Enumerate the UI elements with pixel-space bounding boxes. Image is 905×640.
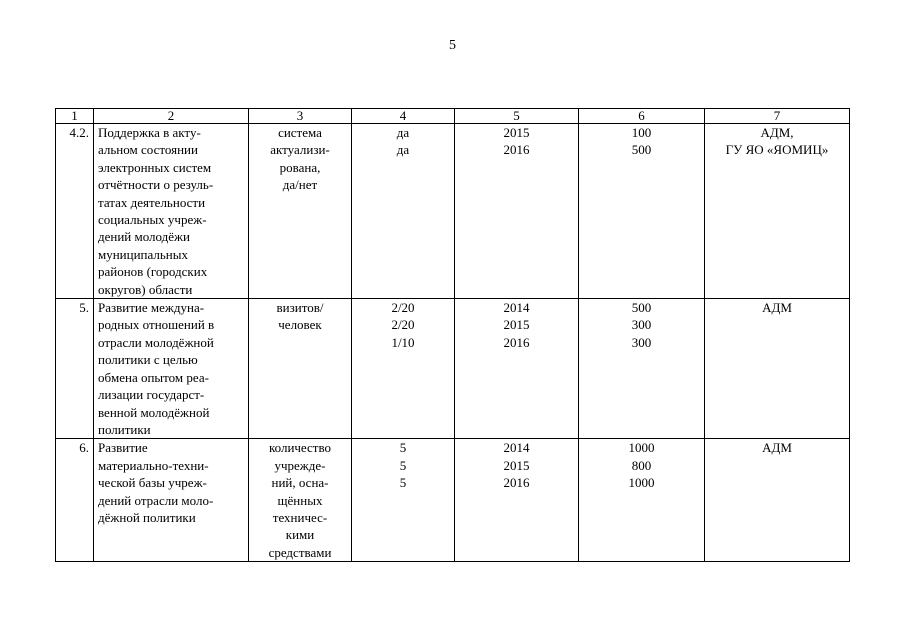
table-body — [56, 124, 850, 562]
table-row — [56, 439, 850, 562]
page-number: 5 — [449, 38, 456, 53]
activity-name-line: альном состоянии — [98, 142, 198, 158]
executor-line: АДМ — [762, 300, 792, 316]
amount-cell — [579, 124, 705, 299]
unit-line: рована, — [279, 159, 321, 175]
year-cell — [455, 124, 579, 299]
year-cell — [455, 439, 579, 562]
unit-cell — [249, 439, 352, 562]
activity-name-line: отрасли молодёжной — [98, 334, 214, 350]
header-cell-4: 4 — [352, 109, 455, 124]
year-line: 2015 — [503, 317, 530, 333]
executor-cell — [705, 439, 850, 562]
amount-cell — [579, 439, 705, 562]
row-number-cell — [56, 439, 94, 562]
executor-cell — [705, 299, 850, 439]
unit-line: да/нет — [282, 177, 318, 193]
unit-cell — [249, 124, 352, 299]
indicator-value-line: 2/20 — [391, 300, 415, 316]
table-header-row — [56, 109, 850, 124]
year-line: 2016 — [503, 475, 530, 491]
header-cell-5: 5 — [455, 109, 579, 124]
activity-name-line: отчётности о резуль- — [98, 177, 214, 193]
activity-name-line: дений молодёжи — [98, 229, 190, 245]
executor-line: ГУ ЯО «ЯОМИЦ» — [725, 142, 829, 158]
unit-line: актуализи- — [270, 142, 330, 158]
activity-name-line: округов) области — [98, 281, 193, 297]
amount-line: 500 — [631, 300, 652, 316]
amount-line: 500 — [631, 142, 652, 158]
activity-name-line: политики с целью — [98, 352, 198, 368]
row-number-line: 4.2. — [69, 125, 89, 140]
activity-name-line: дений отрасли моло- — [98, 492, 214, 508]
executor-line: АДМ, — [760, 125, 794, 140]
header-cell-3: 3 — [249, 109, 352, 124]
unit-line: техничес- — [272, 509, 328, 525]
row-number-line: 5. — [79, 300, 89, 316]
activity-name-line: районов (городских — [98, 264, 208, 280]
unit-line: человек — [278, 317, 322, 333]
executor-line: АДМ — [762, 440, 792, 456]
activity-name-line: политики — [98, 421, 151, 437]
unit-line: учрежде- — [274, 457, 326, 473]
indicator-value-line: да — [396, 125, 410, 140]
activity-name-cell — [94, 299, 249, 439]
indicator-value-line: да — [396, 142, 410, 158]
activity-name-line: венной молодёжной — [98, 404, 210, 420]
indicator-value-line: 5 — [399, 457, 407, 473]
executor-cell — [705, 124, 850, 299]
activity-name-line: Поддержка в акту- — [98, 125, 201, 140]
header-cell-7: 7 — [705, 109, 850, 124]
unit-cell — [249, 299, 352, 439]
activity-name-line: электронных систем — [98, 159, 212, 175]
amount-line: 300 — [631, 334, 652, 350]
table-row — [56, 299, 850, 439]
indicator-value-line: 5 — [399, 440, 407, 456]
activity-name-cell — [94, 124, 249, 299]
amount-line: 1000 — [628, 475, 655, 491]
row-number-cell — [56, 299, 94, 439]
unit-line: система — [278, 125, 322, 140]
activity-name-line: Развитие — [98, 440, 148, 456]
unit-line: ний, осна- — [271, 475, 329, 491]
activity-name-line: материально-техни- — [98, 457, 209, 473]
header-cell-1: 1 — [56, 109, 94, 124]
activity-name-line: обмена опытом реа- — [98, 369, 209, 385]
indicator-value-cell — [352, 124, 455, 299]
unit-line: визитов/ — [276, 300, 324, 316]
indicator-value-line: 2/20 — [391, 317, 415, 333]
unit-line: средствами — [268, 544, 332, 560]
year-line: 2015 — [503, 457, 530, 473]
amount-line: 1000 — [628, 440, 655, 456]
amount-line: 300 — [631, 317, 652, 333]
program-table — [55, 108, 850, 562]
unit-line: щённых — [277, 492, 323, 508]
activity-name-line: Развитие междуна- — [98, 300, 205, 316]
indicator-value-line: 1/10 — [391, 334, 415, 350]
year-line: 2014 — [503, 300, 530, 316]
activity-name-line: родных отношений в — [98, 317, 215, 333]
activity-name-line: ческой базы учреж- — [98, 475, 207, 491]
activity-name-line: муниципальных — [98, 246, 189, 262]
year-line: 2016 — [503, 334, 530, 350]
table-row — [56, 124, 850, 299]
activity-name-line: социальных учреж- — [98, 212, 207, 228]
indicator-value-line: 5 — [399, 475, 407, 491]
amount-line: 100 — [631, 125, 652, 140]
row-number-line: 6. — [79, 440, 89, 456]
activity-name-line: лизации государст- — [98, 387, 205, 403]
header-cell-2: 2 — [94, 109, 249, 124]
amount-cell — [579, 299, 705, 439]
unit-line: кими — [285, 527, 315, 543]
header-cell-6: 6 — [579, 109, 705, 124]
activity-name-line: татах деятельности — [98, 194, 206, 210]
activity-name-cell — [94, 439, 249, 562]
year-line: 2015 — [503, 125, 530, 140]
activity-name-line: дёжной политики — [98, 509, 196, 525]
indicator-value-cell — [352, 299, 455, 439]
amount-line: 800 — [631, 457, 652, 473]
indicator-value-cell — [352, 439, 455, 562]
year-cell — [455, 299, 579, 439]
year-line: 2016 — [503, 142, 530, 158]
year-line: 2014 — [503, 440, 530, 456]
row-number-cell — [56, 124, 94, 299]
unit-line: количество — [268, 440, 332, 456]
